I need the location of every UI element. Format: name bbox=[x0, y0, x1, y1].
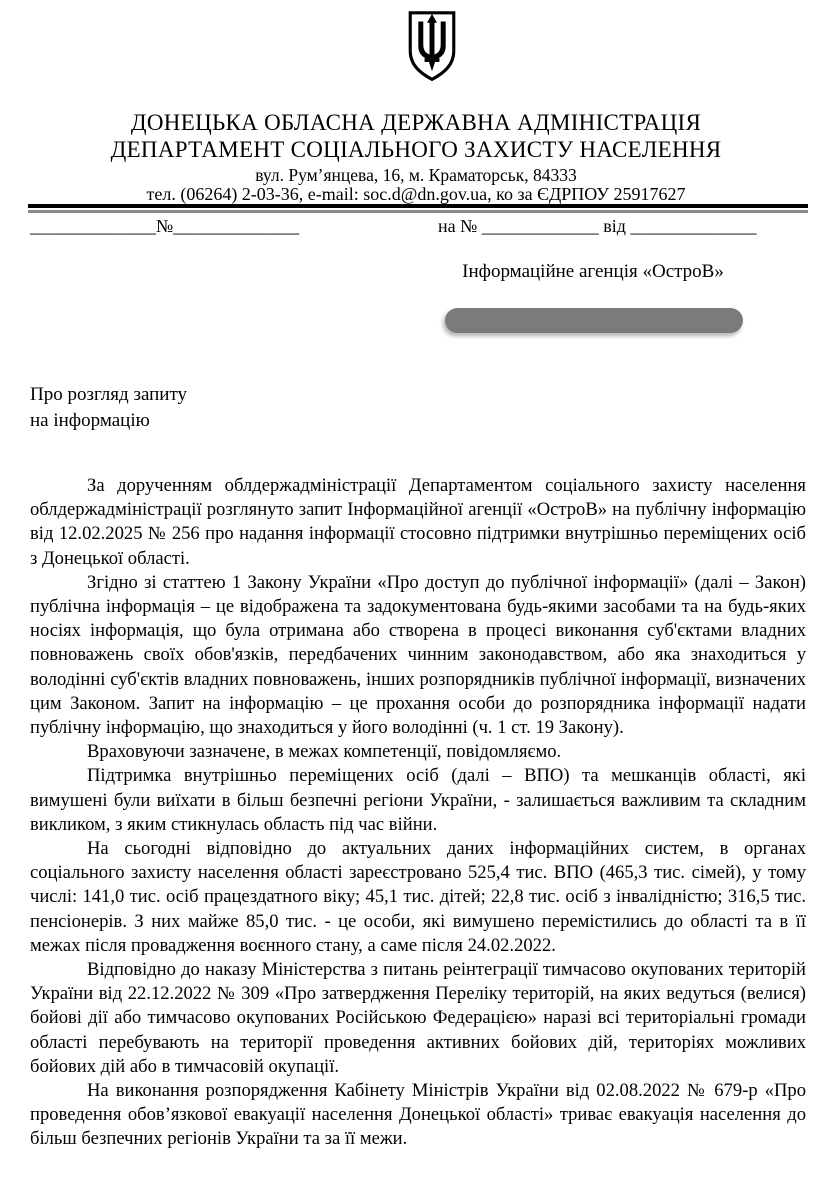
recipient-name: Інформаційне агенція «ОстроВ» bbox=[462, 261, 724, 282]
body-paragraph: Підтримка внутрішньо переміщених осіб (далі – ВПО) та мешканців області, які вимушені були виїхати в більш безпечні регіони України, - залишається важливим та складним викликом, з яким стикнулась область під час війни. bbox=[30, 765, 806, 835]
redaction-bar bbox=[445, 308, 743, 333]
organization-address: вул. Рум’янцева, 16, м. Краматорськ, 84333 bbox=[255, 165, 577, 185]
reference-number-row bbox=[0, 216, 832, 242]
body-paragraph: Відповідно до наказу Міністерства з питань реінтеграції тимчасово окупованих територій України від 22.12.2022 № 309 «Про затвердження Переліку територій, на яких ведуться (велися) бойові дії або тимчасово окупованих Російською Федерацією» наразі всі територіальні громади області перебувають на території проведення активних бойових дій, територіях можливих бойових дій або в тимчасовій окупації. bbox=[30, 959, 806, 1077]
outgoing-number-field: ______________№______________ bbox=[30, 216, 300, 236]
ukraine-trident-icon bbox=[404, 8, 460, 86]
incoming-number-field: на № _____________ від ______________ bbox=[438, 216, 757, 236]
organization-contacts: тел. (06264) 2-03-36, e-mail: soc.d@dn.gov.ua, ко за ЄДРПОУ 25917627 bbox=[146, 184, 686, 204]
body-paragraph: Згідно зі статтею 1 Закону України «Про доступ до публічної інформації» (далі – Закон) публічна інформація – це відображена та задокументована будь-якими засобами та на будь-яких носіях інформація, що була отримана або створена в процесі виконання суб'єктами владних повноважень своїх обов'язків, передбачених чинним законодавством, або яка знаходиться у володінні суб'єктів владних повноважень, інших розпорядників публічної інформації, визначених цим Законом. Запит на інформацію – це прохання особи до розпорядника інформації надати публічну інформацію, що знаходиться у його володінні (ч. 1 ст. 19 Закону). bbox=[30, 571, 806, 739]
subject-line1: Про розгляд запиту bbox=[30, 384, 188, 405]
organization-name-line2: ДЕПАРТАМЕНТ СОЦІАЛЬНОГО ЗАХИСТУ НАСЕЛЕННЯ bbox=[110, 137, 722, 162]
body-paragraph: На сьогодні відповідно до актуальних даних інформаційних систем, в органах соціального захисту населення області зареєстровано 525,4 тис. ВПО (465,3 тис. сімей), у тому числі: 141,0 тис. осіб працездатного віку; 45,1 тис. дітей; 22,8 тис. осіб з інвалідністю; 316,5 тис. пенсіонерів. З них майже 85,0 тис. - це особи, які вимушено перемістились до області та в її межах після провадження воєнного стану, а саме після 24.02.2022. bbox=[30, 838, 806, 956]
body-paragraph: На виконання розпорядження Кабінету Міністрів України від 02.08.2022 № 679-р «Про проведення обов’язкової евакуації населення Донецької області» триває евакуація населення до більш безпечних регіонів України та за її межи. bbox=[30, 1080, 806, 1150]
letterhead-divider bbox=[28, 204, 808, 213]
letter-body bbox=[30, 474, 806, 1152]
divider-gray-line bbox=[28, 210, 808, 213]
body-paragraph: Враховуючи зазначене, в межах компетенції, повідомляємо. bbox=[87, 741, 562, 763]
subject-block bbox=[30, 382, 187, 434]
subject-line2: на інформацію bbox=[30, 410, 150, 431]
body-paragraph: За дорученням облдержадміністрації Департаментом соціального захисту населення облдержадміністрації розглянуто запит Інформаційної агенції «ОстроВ» на публічну інформацію від 12.02.2025 № 256 про надання інформації стосовно підтримки внутрішньо переміщених осіб з Донецької області. bbox=[30, 475, 806, 569]
divider-black-line bbox=[28, 204, 808, 208]
organization-name-line1: ДОНЕЦЬКА ОБЛАСНА ДЕРЖАВНА АДМІНІСТРАЦІЯ bbox=[130, 110, 702, 135]
